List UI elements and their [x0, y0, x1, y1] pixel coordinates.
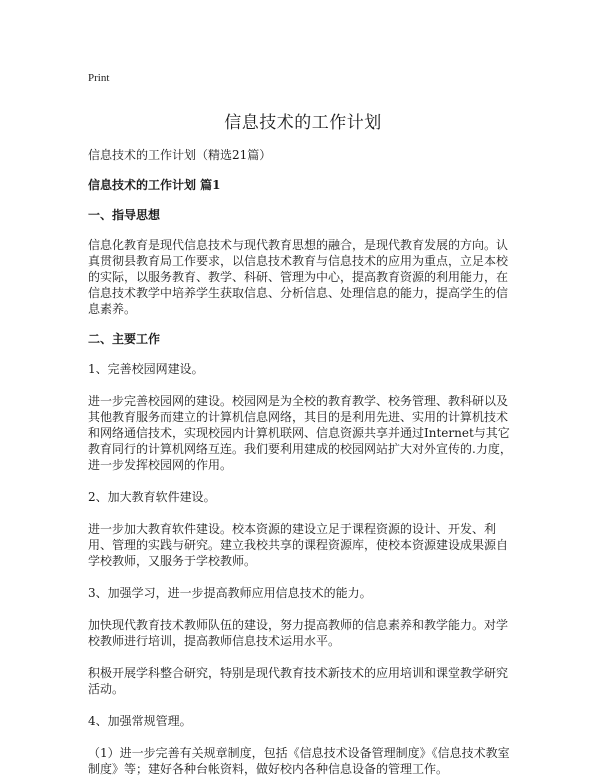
paragraph-guiding-ideology: 信息化教育是现代信息技术与现代教育思想的融合，是现代教育发展的方向。认真贯彻县教育局工作要求，以信息技术教育与信息技术的应用为重点，立足本校的实际，以服务教育、教学、科研、管理为中心，提高教育资源的利用能力，在信息技术教学中培养学生获取信息、分析信息、处理信息的能力，提高学生的信息素养。 [88, 238, 509, 316]
paragraph-subject-integration: 积极开展学科整合研究，特别是现代教育技术新技术的应用培训和课堂教学研究活动。 [88, 666, 509, 696]
item-education-software: 2、加大教育软件建设。 [88, 490, 216, 504]
paragraph-teacher-team: 加快现代教育技术教师队伍的建设，努力提高教师的信息素养和教学能力。对学校教师进行培训，提高教师信息技术运用水平。 [88, 618, 509, 648]
item-routine-management: 4、加强常规管理。 [88, 714, 192, 728]
paragraph-education-software: 进一步加大教育软件建设。校本资源的建设立足于课程资源的设计、开发、利用、管理的实践与研究。建立我校共享的课程资源库，使校本资源建设成果源自学校教师，又服务于学校教师。 [88, 522, 509, 568]
paragraph-campus-network: 进一步完善校园网的建设。校园网是为全校的教育教学、校务管理、教科研以及其他教育服务而建立的计算机信息网络，其目的是利用先进、实用的计算机技术和网络通信技术，实现校园内计算机联网、信息资源共享并通过Internet与其它教育同行的计算机网络互连。我们要利用建成的校园网站扩大对外宣传的.力度，进一步发挥校园网的作用。 [88, 394, 512, 472]
heading-main-work: 二、主要工作 [88, 332, 161, 346]
print-label[interactable]: Print [88, 72, 110, 84]
document-page [88, 64, 518, 777]
paragraph-regulations: （1）进一步完善有关规章制度，包括《信息技术设备管理制度》《信息技术教室制度》等；建好各种台帐资料，做好校内各种信息设备的管理工作。 [88, 746, 510, 776]
document-subtitle: 信息技术的工作计划（精选21篇） [88, 148, 272, 162]
document-title: 信息技术的工作计划 [224, 113, 382, 133]
section-title: 信息技术的工作计划 篇1 [88, 178, 221, 192]
item-teacher-training: 3、加强学习，进一步提高教师应用信息技术的能力。 [88, 586, 372, 600]
item-campus-network: 1、完善校园网建设。 [88, 362, 204, 376]
heading-guiding-ideology: 一、指导思想 [88, 208, 161, 222]
